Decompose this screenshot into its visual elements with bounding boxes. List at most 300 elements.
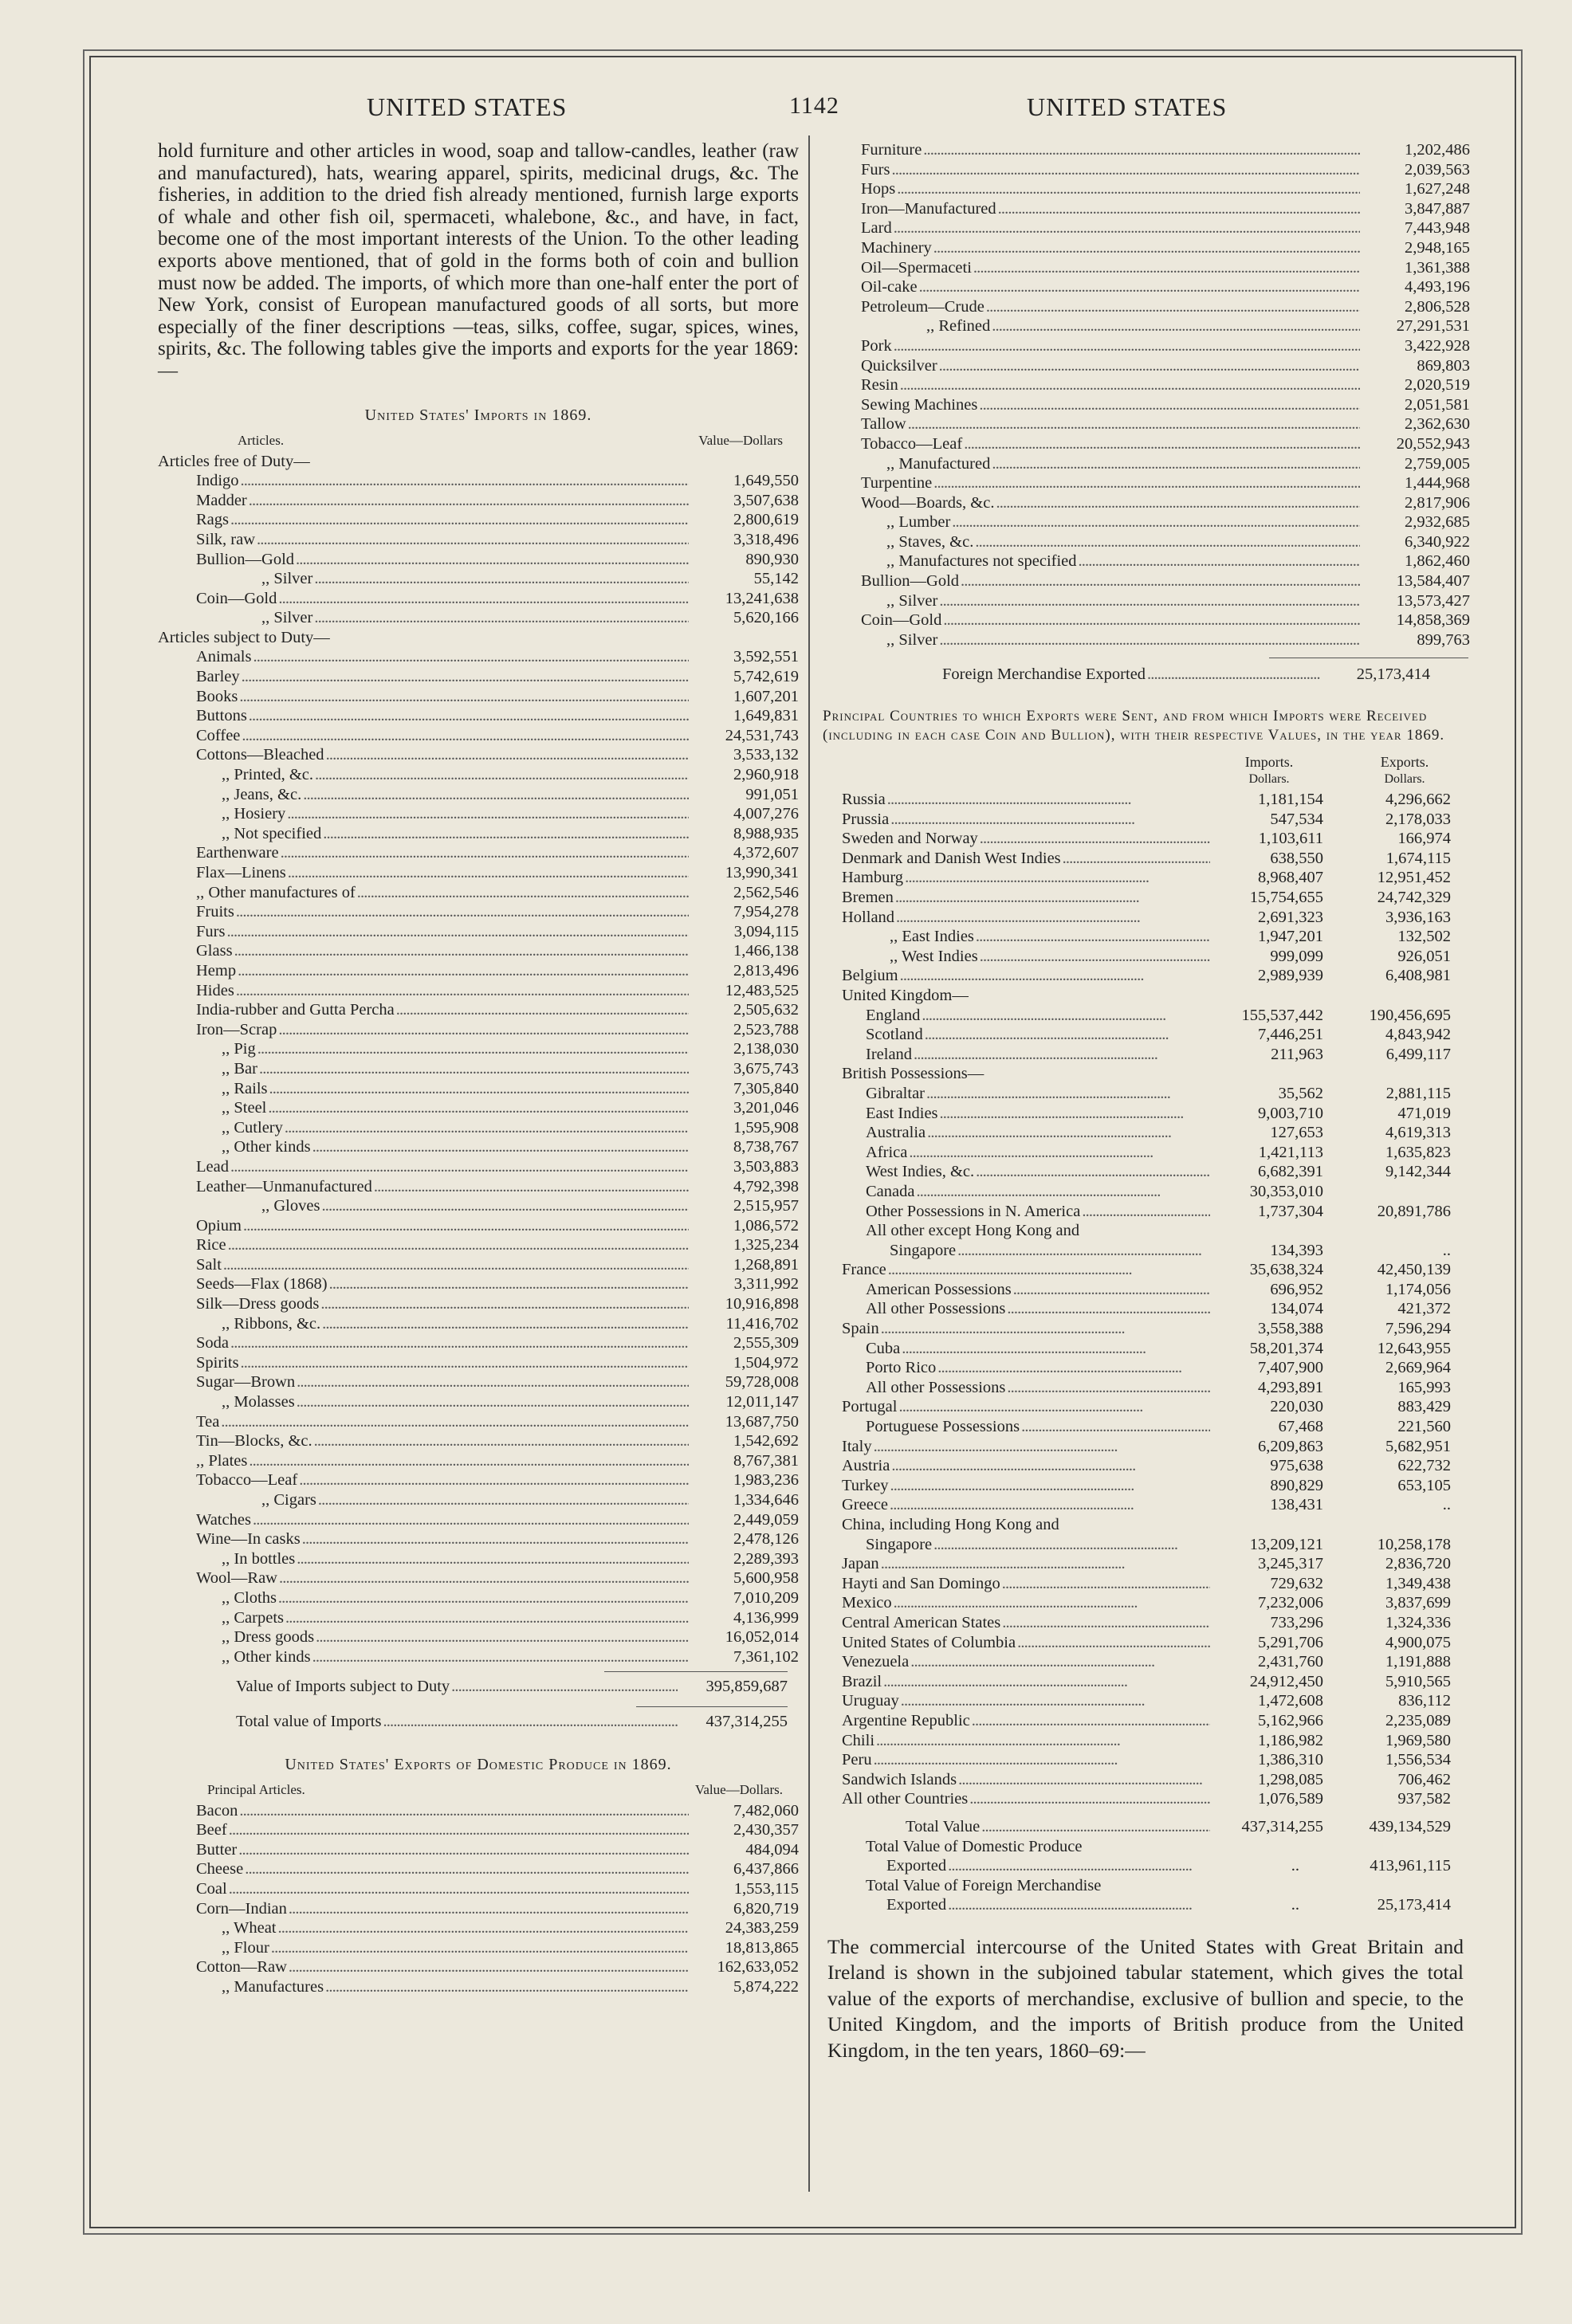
page-number: 1142: [789, 92, 839, 119]
table-row: [158, 1137, 799, 1157]
row-value: 2,051,581: [1405, 395, 1470, 414]
row-value: 2,289,393: [733, 1549, 799, 1568]
row-value: 14,858,369: [1396, 611, 1470, 630]
table-row: [158, 1529, 799, 1549]
row-value: 3,201,046: [733, 1099, 799, 1117]
row-value: 13,687,750: [725, 1412, 799, 1431]
row-label: Madder: [196, 491, 247, 509]
row-label: Beef: [196, 1821, 227, 1839]
row-value: 1,268,891: [733, 1255, 799, 1274]
row-value: 2,948,165: [1405, 238, 1470, 257]
country-label: West Indies, &c.: [866, 1163, 975, 1181]
table-row: [158, 1392, 799, 1412]
row-label: ,, Dress goods: [222, 1628, 315, 1647]
country-exports: ..: [1442, 1241, 1451, 1259]
foreign-merchandise-value: 25,173,414: [1356, 665, 1430, 684]
country-label: Singapore: [890, 1241, 957, 1259]
country-exports: 1,191,888: [1385, 1653, 1451, 1671]
foreign-merchandise-row: [823, 665, 1470, 685]
row-label: Soda: [196, 1334, 229, 1352]
table-row: [158, 1294, 799, 1314]
table-row: [158, 1431, 799, 1451]
table-row: [158, 1353, 799, 1373]
table-row: [158, 1627, 799, 1647]
row-label: Glass: [196, 942, 233, 960]
table-row: [158, 1039, 799, 1059]
row-value: 484,094: [745, 1840, 799, 1859]
country-label: Portuguese Possessions: [866, 1418, 1020, 1436]
country-row: [842, 1535, 1451, 1555]
country-imports: 5,291,706: [1258, 1633, 1323, 1651]
row-value: 6,820,719: [733, 1899, 799, 1918]
row-label: Earthenware: [196, 844, 279, 862]
country-exports: 2,178,033: [1385, 810, 1451, 828]
row-label: ,, Gloves: [261, 1197, 320, 1215]
table-row: [823, 277, 1470, 297]
country-imports: 134,393: [1270, 1241, 1323, 1259]
country-imports: 1,947,201: [1258, 928, 1323, 946]
country-imports: 638,550: [1270, 849, 1323, 867]
table-row: [823, 434, 1470, 454]
country-label: American Possessions: [866, 1280, 1012, 1298]
table-row: [158, 569, 799, 589]
table-row: [158, 1157, 799, 1177]
country-label: Italy: [842, 1437, 872, 1455]
country-row: [842, 1593, 1451, 1613]
country-exports: 5,910,565: [1385, 1672, 1451, 1690]
country-label: Venezuela: [842, 1653, 910, 1671]
country-imports: 696,952: [1270, 1280, 1323, 1298]
exports-table-continued: [823, 140, 1470, 650]
row-label: Bullion—Gold: [861, 572, 960, 591]
table-row: [823, 414, 1470, 434]
row-label: Sugar—Brown: [196, 1373, 296, 1392]
country-row: [842, 1260, 1451, 1280]
country-label: Sandwich Islands: [842, 1770, 957, 1788]
country-row: [842, 1711, 1451, 1731]
country-imports: 890,829: [1270, 1476, 1323, 1494]
imports-col-value: Value—Dollars: [698, 432, 783, 448]
country-exports: 190,456,695: [1369, 1006, 1451, 1024]
country-exports: 836,112: [1398, 1692, 1451, 1710]
country-row: [842, 1476, 1451, 1496]
row-value: 4,493,196: [1405, 278, 1470, 296]
row-label: Oil-cake: [861, 278, 918, 296]
table-row: [158, 1859, 799, 1879]
row-label: ,, Wheat: [222, 1919, 277, 1937]
row-value: 3,592,551: [733, 648, 799, 666]
row-label: Seeds—Flax (1868): [196, 1275, 328, 1294]
row-label: Articles subject to Duty—: [158, 628, 330, 646]
country-exports: 132,502: [1397, 928, 1451, 946]
country-label: Holland: [842, 908, 895, 926]
country-imports: 220,030: [1270, 1398, 1323, 1416]
row-label: Cottons—Bleached: [196, 746, 324, 764]
country-exports: 1,969,580: [1385, 1731, 1451, 1749]
row-label: ,, Silver: [261, 609, 313, 627]
row-label: Tobacco—Leaf: [196, 1471, 298, 1490]
row-value: 5,600,958: [733, 1569, 799, 1588]
row-value: 1,649,831: [733, 707, 799, 725]
table-row: [158, 608, 799, 628]
table-row: [158, 941, 799, 961]
country-imports: 35,638,324: [1249, 1261, 1323, 1279]
country-label: China, including Hong Kong and: [842, 1516, 1059, 1533]
imports-grand-rule: [636, 1706, 788, 1707]
table-row: [158, 1490, 799, 1510]
row-value: 5,874,222: [733, 1977, 799, 1996]
table-row: [823, 571, 1470, 591]
country-row: [842, 1417, 1451, 1437]
row-value: 2,430,357: [733, 1821, 799, 1839]
row-value: 2,800,619: [733, 511, 799, 529]
table-row: [158, 510, 799, 530]
table-row: [823, 395, 1470, 415]
row-value: 3,318,496: [733, 530, 799, 548]
imports-total-value: 437,314,255: [705, 1712, 788, 1730]
country-row: [842, 1515, 1451, 1535]
row-label: Quicksilver: [861, 356, 937, 375]
table-row: [158, 863, 799, 883]
table-row: [158, 1938, 799, 1958]
country-imports: 138,431: [1270, 1496, 1323, 1514]
country-label: Peru: [842, 1751, 872, 1769]
table-row: [823, 630, 1470, 650]
row-label: Salt: [196, 1255, 222, 1274]
country-imports: 2,431,760: [1258, 1653, 1323, 1671]
country-exports: 1,349,438: [1385, 1574, 1451, 1592]
row-value: 4,007,276: [733, 805, 799, 823]
country-label: Portugal: [842, 1398, 898, 1416]
row-value: 5,742,619: [733, 668, 799, 686]
row-label: Resin: [861, 376, 898, 395]
row-value: 1,542,692: [733, 1432, 799, 1451]
exports-col-value: Value—Dollars.: [694, 1781, 783, 1797]
row-label: Bullion—Gold: [196, 550, 295, 568]
row-value: 6,437,866: [733, 1860, 799, 1878]
table-row: [823, 160, 1470, 180]
imports-col-articles: Articles.: [238, 432, 285, 448]
country-row: [842, 1182, 1451, 1202]
closing-paragraph: The commercial intercourse of the United States with Great Britain and Ireland is shown in the subjoined tabular statement, which gives the total value of the exports of merchandise, exclusive of bullion and specie, to the United Kingdom, and the imports of British produce from the United Kingdom, in the ten years, 1860–69:—: [827, 1934, 1464, 2062]
table-row: [158, 1196, 799, 1216]
country-label: Russia: [842, 791, 886, 809]
table-row: [158, 628, 799, 648]
row-value: 4,136,999: [733, 1608, 799, 1627]
country-row: [842, 1319, 1451, 1339]
row-value: 13,990,341: [725, 864, 799, 881]
row-value: 1,983,236: [733, 1471, 799, 1490]
country-label: Turkey: [842, 1476, 889, 1494]
country-row: [842, 986, 1451, 1006]
table-row: [158, 1510, 799, 1530]
row-value: 3,311,992: [733, 1275, 799, 1294]
country-label: Ireland: [866, 1045, 913, 1063]
row-value: 1,862,460: [1405, 552, 1470, 571]
countries-col-imports: Imports. Dollars.: [1244, 754, 1294, 787]
row-label: ,, Steel: [222, 1099, 267, 1117]
row-label: ,, Printed, &c.: [222, 766, 314, 784]
country-label: Other Possessions in N. America: [866, 1202, 1081, 1220]
country-imports: 1,737,304: [1258, 1202, 1323, 1220]
country-exports: 3,837,699: [1385, 1594, 1451, 1612]
foreign-total-row: Exported . . . .. 25,173,414: [842, 1895, 1451, 1915]
table-row: [823, 493, 1470, 513]
row-label: Cheese: [196, 1860, 244, 1878]
row-label: ,, Other kinds: [222, 1138, 311, 1156]
country-imports: 13,209,121: [1249, 1535, 1323, 1553]
country-imports: 7,446,251: [1258, 1026, 1323, 1044]
table-row: [158, 1314, 799, 1334]
row-label: Tea: [196, 1412, 220, 1431]
country-row: [842, 908, 1451, 928]
country-exports: 2,669,964: [1385, 1359, 1451, 1377]
row-value: 10,916,898: [725, 1295, 799, 1313]
countries-total-row: Total Value . . . 437,314,255 439,134,529: [842, 1817, 1451, 1837]
column-divider: [808, 135, 810, 2192]
row-value: 2,555,309: [733, 1334, 799, 1352]
country-exports: 937,582: [1397, 1790, 1451, 1808]
row-label: ,, Jeans, &c.: [222, 785, 302, 803]
row-label: Coin—Gold: [861, 611, 942, 630]
row-value: 4,792,398: [733, 1177, 799, 1195]
row-label: Oil—Spermaceti: [861, 258, 972, 277]
country-row: [842, 1437, 1451, 1457]
right-column: [823, 140, 1470, 2063]
row-label: Leather—Unmanufactured: [196, 1177, 372, 1195]
imports-total-rule: [604, 1671, 788, 1672]
table-row: [158, 1020, 799, 1040]
row-value: 3,503,883: [733, 1157, 799, 1176]
country-label: France: [842, 1261, 886, 1279]
table-row: [158, 843, 799, 863]
country-label: Mexico: [842, 1594, 892, 1612]
country-exports: 926,051: [1397, 947, 1451, 965]
total-exports-value: 439,134,529: [1369, 1817, 1451, 1835]
table-row: [158, 765, 799, 785]
row-label: Machinery: [861, 238, 932, 257]
table-row: [158, 804, 799, 824]
row-label: Fruits: [196, 903, 234, 921]
country-label: Belgium: [842, 967, 898, 985]
row-label: ,, Cloths: [222, 1588, 277, 1607]
row-label: ,, Rails: [222, 1079, 268, 1097]
row-value: 13,584,407: [1396, 572, 1470, 591]
row-value: 890,930: [745, 550, 799, 568]
row-label: ,, Manufactures: [222, 1977, 324, 1996]
row-value: 899,763: [1417, 630, 1470, 649]
country-exports: 6,499,117: [1385, 1045, 1451, 1063]
row-value: 2,515,957: [733, 1197, 799, 1215]
country-imports: 1,298,085: [1258, 1770, 1323, 1788]
row-value: 2,039,563: [1405, 160, 1470, 179]
row-label: ,, Hosiery: [222, 805, 286, 823]
country-row: [842, 1006, 1451, 1026]
country-label: Hamburg: [842, 869, 904, 887]
exports-table-title: United States' Exports of Domestic Produce in 1869.: [285, 1755, 672, 1773]
table-row: [158, 1177, 799, 1197]
country-row: [842, 1397, 1451, 1417]
country-exports: 1,174,056: [1385, 1280, 1451, 1298]
row-value: 2,020,519: [1405, 376, 1470, 395]
row-value: 2,817,906: [1405, 493, 1470, 512]
country-exports: 42,450,139: [1377, 1261, 1451, 1279]
country-imports: 127,653: [1270, 1124, 1323, 1142]
row-value: 2,523,788: [733, 1020, 799, 1038]
country-exports: 12,951,452: [1377, 869, 1451, 887]
table-row: [158, 1216, 799, 1236]
country-imports: 1,386,310: [1258, 1751, 1323, 1769]
row-label: ,, Molasses: [222, 1393, 295, 1411]
table-row: [158, 1957, 799, 1977]
country-label: Gibraltar: [866, 1084, 925, 1102]
row-value: 991,051: [745, 785, 799, 803]
table-row: [823, 316, 1470, 336]
country-imports: 1,181,154: [1258, 791, 1323, 809]
country-row: [842, 1731, 1451, 1751]
row-value: 3,094,115: [733, 922, 799, 940]
country-imports: 999,099: [1270, 947, 1323, 965]
country-imports: 211,963: [1271, 1045, 1323, 1063]
country-exports: 4,619,313: [1385, 1124, 1451, 1142]
country-row: [842, 966, 1451, 986]
country-row: [842, 1633, 1451, 1653]
table-row: [158, 589, 799, 609]
row-value: 7,482,060: [733, 1801, 799, 1820]
row-value: 1,361,388: [1405, 258, 1470, 277]
row-label: ,, Other manufactures of: [196, 883, 356, 901]
country-label: Prussia: [842, 810, 890, 828]
row-label: Tobacco—Leaf: [861, 434, 963, 453]
country-row: [842, 1143, 1451, 1163]
country-row: [842, 1456, 1451, 1476]
country-imports: 58,201,374: [1249, 1339, 1323, 1357]
table-row: [158, 667, 799, 687]
country-row: [842, 1672, 1451, 1692]
table-row: [823, 218, 1470, 238]
country-label: Spain: [842, 1320, 879, 1338]
row-label: Silk—Dress goods: [196, 1295, 320, 1313]
row-value: 2,362,630: [1405, 415, 1470, 434]
imports-grand-total: [158, 1712, 799, 1732]
country-exports: 1,324,336: [1385, 1613, 1451, 1631]
row-value: 24,531,743: [725, 726, 799, 744]
country-exports: 6,408,981: [1385, 967, 1451, 985]
country-row: [842, 1691, 1451, 1711]
country-imports: 2,989,939: [1258, 967, 1323, 985]
row-label: Tallow: [861, 415, 906, 434]
row-value: 12,483,525: [725, 981, 799, 999]
row-label: Articles free of Duty—: [158, 452, 310, 470]
row-label: Tin—Blocks, &c.: [196, 1432, 312, 1451]
row-value: 1,595,908: [733, 1118, 799, 1136]
country-row: [842, 868, 1451, 888]
row-label: Buttons: [196, 707, 247, 725]
country-label: Porto Rico: [866, 1359, 937, 1377]
row-label: ,, Lumber: [886, 513, 951, 532]
row-label: Lead: [196, 1157, 229, 1176]
countries-col-exports: Exports. Dollars.: [1380, 754, 1429, 787]
country-label: Hayti and San Domingo: [842, 1574, 1000, 1592]
countries-table: [823, 790, 1470, 1809]
country-exports: 2,235,089: [1385, 1711, 1451, 1729]
row-label: Corn—Indian: [196, 1899, 287, 1918]
country-exports: 1,674,115: [1385, 849, 1451, 867]
table-row: [158, 1059, 799, 1079]
row-value: 7,010,209: [733, 1588, 799, 1607]
country-exports: 12,643,955: [1377, 1339, 1451, 1357]
row-label: Hemp: [196, 961, 237, 979]
row-label: Hides: [196, 981, 234, 999]
table-row: [158, 1000, 799, 1020]
country-exports: 9,142,344: [1385, 1163, 1451, 1181]
country-imports: 1,076,589: [1258, 1790, 1323, 1808]
country-exports: 1,556,534: [1385, 1751, 1451, 1769]
table-row: [158, 491, 799, 511]
row-label: Watches: [196, 1510, 251, 1529]
table-row: [823, 297, 1470, 317]
table-row: [158, 550, 799, 570]
row-value: 11,416,702: [725, 1314, 799, 1333]
row-label: ,, Other kinds: [222, 1647, 311, 1666]
table-row: [158, 1977, 799, 1997]
row-label: Furs: [196, 922, 226, 940]
row-label: ,, In bottles: [222, 1549, 296, 1568]
country-exports: 2,881,115: [1385, 1084, 1451, 1102]
table-row: [823, 512, 1470, 532]
country-imports: 2,691,323: [1258, 908, 1323, 926]
imports-column-header: [158, 433, 799, 452]
row-label: Pork: [861, 336, 892, 355]
table-row: [158, 1098, 799, 1118]
country-label: Chili: [842, 1731, 875, 1749]
table-row: [158, 1372, 799, 1392]
row-value: 2,562,546: [733, 883, 799, 901]
country-exports: 24,742,329: [1377, 889, 1451, 906]
table-row: [158, 1274, 799, 1294]
country-label: United States of Columbia: [842, 1633, 1016, 1651]
table-row: [158, 1647, 799, 1667]
row-label: Petroleum—Crude: [861, 297, 984, 316]
row-label: Wool—Raw: [196, 1569, 277, 1588]
row-value: 3,675,743: [733, 1059, 799, 1078]
intro-paragraph: hold furniture and other articles in wood, soap and tallow-candles, leather (raw and manufactured), hats, wearing apparel, spirits, medicinal drugs, &c. The fisheries, in addition to the dried fish already mentioned, furnish large exports of whale and other fish oil, spermaceti, whalebone, &c., and have, in fact, become one of the most important interests of the Union. To the other leading exports above mentioned, that of gold in the forms both of coin and bullion must now be added. The imports, of which more than one-half enter the port of New York, consist of European manufactured goods of all sorts, but more especially of the finer descriptions —teas, silks, coffee, sugar, spices, wines, spirits, &c. The following tables give the imports and exports for the year 1869:—: [158, 140, 799, 382]
country-imports: 155,537,442: [1241, 1006, 1323, 1024]
row-value: 2,478,126: [733, 1530, 799, 1549]
country-label: Sweden and Norway: [842, 830, 978, 848]
country-row: [842, 1084, 1451, 1104]
exports-table: [158, 1801, 799, 1997]
row-label: Sewing Machines: [861, 395, 978, 414]
country-exports: 4,900,075: [1385, 1633, 1451, 1651]
table-row: [158, 1549, 799, 1569]
country-exports: 20,891,786: [1377, 1202, 1451, 1220]
row-value: 2,960,918: [733, 766, 799, 784]
country-row: [842, 1241, 1451, 1261]
country-label: Australia: [866, 1124, 926, 1142]
row-value: 24,383,259: [725, 1919, 799, 1937]
countries-table-title: Principal Countries to which Exports were Sent, and from which Imports were Received (including in each case Coin and Bullion), with their respective Values, in the year 1869.: [823, 708, 1445, 744]
row-label: ,, Silver: [886, 630, 938, 649]
country-label: Bremen: [842, 889, 894, 906]
country-imports: 24,912,450: [1249, 1672, 1323, 1690]
country-row: [842, 829, 1451, 849]
country-label: Cuba: [866, 1339, 901, 1357]
country-imports: 15,754,655: [1249, 889, 1323, 906]
row-label: ,, Flour: [222, 1938, 269, 1957]
country-exports: 165,993: [1397, 1378, 1451, 1396]
row-value: 1,466,138: [733, 942, 799, 960]
